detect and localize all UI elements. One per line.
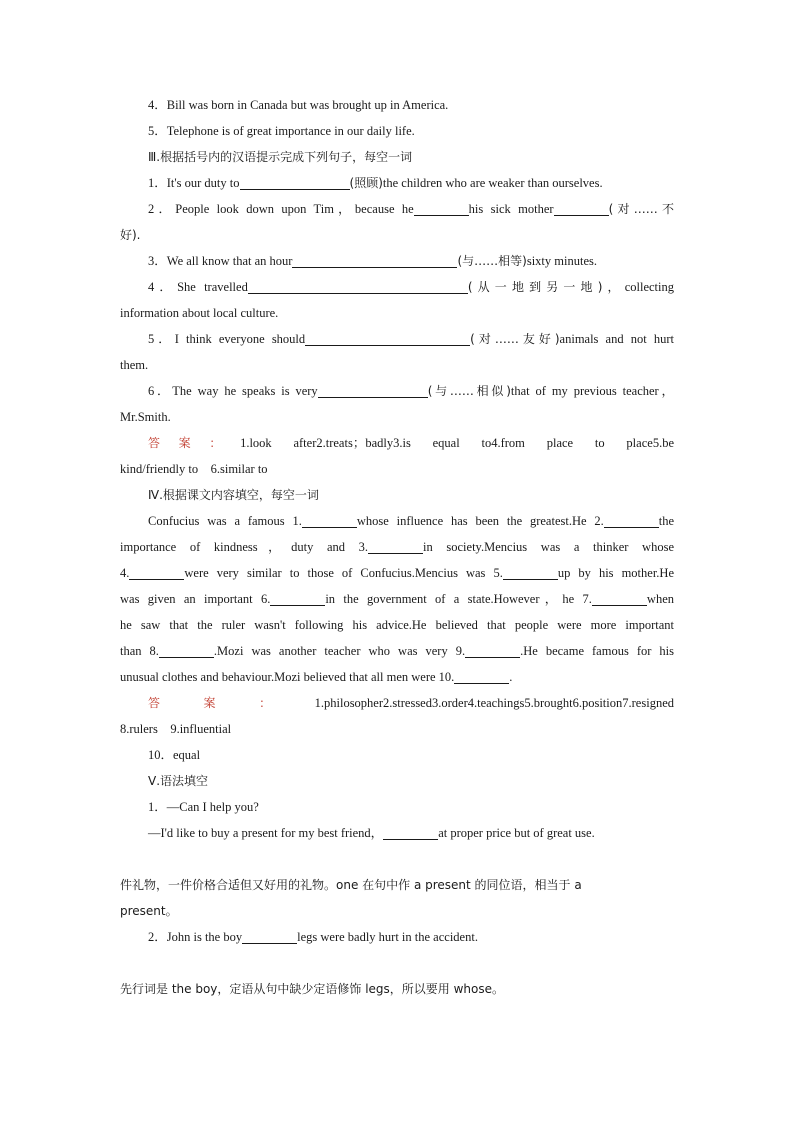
passage-text: than 8. <box>120 644 159 658</box>
answer-item: 2.treats；badly <box>316 436 394 450</box>
q-number: 4． <box>148 280 178 294</box>
passage-text: in the government of a state.However，he 7. <box>325 592 592 606</box>
s3-answer <box>120 430 674 456</box>
q-text: I think everyone should <box>174 332 306 346</box>
answer-blank[interactable] <box>159 643 214 658</box>
answer-blank[interactable] <box>240 175 350 190</box>
q-text: animals and not hurt <box>559 332 674 346</box>
answer-blank[interactable] <box>592 591 647 606</box>
answer-item: 4.teachings <box>467 696 525 710</box>
worksheet-content <box>120 92 674 1002</box>
answer-blank[interactable] <box>465 643 520 658</box>
answer-item: 3.order <box>431 696 468 710</box>
q-text: 2．John is the boy <box>148 930 243 944</box>
q-text: sixty minutes. <box>526 254 597 268</box>
q-text: his sick mother <box>468 202 554 216</box>
passage-text: . <box>509 670 513 684</box>
section4-heading: Ⅳ.根据课文内容填空，每空一词 <box>148 488 319 502</box>
s3-question-1 <box>120 170 674 196</box>
answer-item: 6.position <box>572 696 623 710</box>
passage-text: 4. <box>120 566 130 580</box>
s4-line-1 <box>120 508 674 534</box>
s4-line-7 <box>120 664 674 690</box>
answer-blank[interactable] <box>554 201 609 216</box>
s4-answer-cont-2: 10．equal <box>148 748 201 762</box>
s5-answer-1-cont: 件礼物，一件价格合适但又好用的礼物。one 在句中作 a present 的同位语，相当于 a <box>120 878 582 892</box>
answer-blank[interactable] <box>302 513 357 528</box>
s5-answer-1 <box>120 846 674 872</box>
answer-blank[interactable] <box>292 253 457 268</box>
s4-line-4 <box>120 586 674 612</box>
passage-text: unusual clothes and behaviour.Mozi believed that all men were 10. <box>120 670 455 684</box>
answer-blank[interactable] <box>604 513 659 528</box>
answer-blank[interactable] <box>305 331 470 346</box>
s4-answer <box>120 690 674 716</box>
passage-text: .He became famous for his <box>520 644 674 658</box>
answer-blank[interactable] <box>503 565 558 580</box>
q-text: that of my previous teacher， <box>510 384 674 398</box>
s3-question-4-cont: information about local culture. <box>120 306 279 320</box>
chinese-hint: (对……友好) <box>470 332 560 346</box>
q-text: collecting <box>624 280 674 294</box>
prev-item-4: 4．Bill was born in Canada but was brought up in America. <box>148 98 449 112</box>
q-text: It's our duty to <box>166 176 240 190</box>
answer-blank[interactable] <box>129 565 184 580</box>
s3-question-2 <box>120 196 674 222</box>
answer-item: 1.look after <box>240 436 317 450</box>
answer-blank[interactable] <box>270 591 325 606</box>
answer-label: 答案： <box>148 436 241 450</box>
answer-blank[interactable] <box>454 669 509 684</box>
passage-text: the <box>658 514 674 528</box>
answer-item: 2.stressed <box>383 696 432 710</box>
passage-text: in society.Mencius was a thinker whose <box>423 540 674 554</box>
passage-text: he saw that the ruler wasn't following his advice.He believed that people were more important <box>120 618 674 632</box>
answer-blank[interactable] <box>383 825 438 840</box>
answer-item: 3.is equal to <box>393 436 492 450</box>
answer-blank[interactable] <box>414 201 469 216</box>
s3-question-5-cont: them. <box>120 358 149 372</box>
s3-question-6-cont: Mr.Smith. <box>120 410 171 424</box>
s5-question-1: 1．—Can I help you? <box>148 800 259 814</box>
answer-item: 7.resigned <box>622 696 674 710</box>
answer-label: 答案： <box>148 696 315 710</box>
s5-question-2 <box>120 924 674 950</box>
passage-text: was given an important 6. <box>120 592 271 606</box>
s3-question-3 <box>120 248 674 274</box>
s5-answer-1-cont-2: present。 <box>120 904 178 918</box>
passage-text: whose influence has been the greatest.He 2. <box>356 514 604 528</box>
q-text: the children who are weaker than ourselves. <box>382 176 603 190</box>
s5-answer-2 <box>120 950 674 976</box>
passage-text: Confucius was a famous 1. <box>148 514 302 528</box>
q-text: We all know that an hour <box>166 254 293 268</box>
s4-line-6 <box>120 638 674 664</box>
q-number: 1． <box>148 176 167 190</box>
chinese-hint: (与……相等) <box>457 254 527 268</box>
q-text: —I'd like to buy a present for my best friend， <box>148 826 384 840</box>
chinese-hint: (对……不 <box>608 202 674 216</box>
s3-question-6 <box>120 378 674 404</box>
s5-answer-2-cont: 先行词是 the boy，定语从句中缺少定语修饰 legs，所以要用 whose。 <box>120 982 504 996</box>
answer-blank[interactable] <box>242 929 297 944</box>
passage-text: importance of kindness，duty and 3. <box>120 540 369 554</box>
passage-text: were very similar to those of Confucius.Mencius was 5. <box>184 566 503 580</box>
s4-answer-cont: 8.rulers 9.influential <box>120 722 232 736</box>
chinese-hint: (与……相似) <box>427 384 511 398</box>
prev-item-5: 5．Telephone is of great importance in our daily life. <box>148 124 415 138</box>
q-text: People look down upon Tim，because he <box>175 202 414 216</box>
answer-item: 1.philosopher <box>314 696 384 710</box>
section3-heading: Ⅲ.根据括号内的汉语提示完成下列句子，每空一词 <box>148 150 413 164</box>
answer-blank[interactable] <box>248 279 468 294</box>
s3-question-4 <box>120 274 674 300</box>
q-text: She travelled <box>177 280 248 294</box>
s3-question-5 <box>120 326 674 352</box>
passage-text: when <box>646 592 674 606</box>
s3-answer-cont: kind/friendly to 6.similar to <box>120 462 268 476</box>
s4-line-5 <box>120 612 674 638</box>
s4-line-2 <box>120 534 674 560</box>
answer-item: 5.brought <box>524 696 573 710</box>
q-number: 6． <box>148 384 173 398</box>
section5-heading: Ⅴ.语法填空 <box>148 774 209 788</box>
q-text: The way he speaks is very <box>172 384 318 398</box>
answer-blank[interactable] <box>318 383 428 398</box>
passage-text: .Mozi was another teacher who was very 9. <box>213 644 466 658</box>
q-number: 5． <box>148 332 175 346</box>
q-text: at proper price but of great use. <box>438 826 595 840</box>
passage-text: up by his mother.He <box>557 566 674 580</box>
chinese-hint: (从一地到另一地)， <box>467 280 625 294</box>
answer-blank[interactable] <box>368 539 423 554</box>
answer-item: 4.from place to place <box>491 436 653 450</box>
q-number: 2． <box>148 202 176 216</box>
q-number: 3． <box>148 254 167 268</box>
answer-item: 5.be <box>652 436 674 450</box>
chinese-hint: (照顾) <box>349 176 383 190</box>
q-text: legs were badly hurt in the accident. <box>297 930 478 944</box>
s4-line-3 <box>120 560 674 586</box>
s5-question-1-reply <box>120 820 674 846</box>
s3-question-2-cont: 好). <box>120 228 141 242</box>
